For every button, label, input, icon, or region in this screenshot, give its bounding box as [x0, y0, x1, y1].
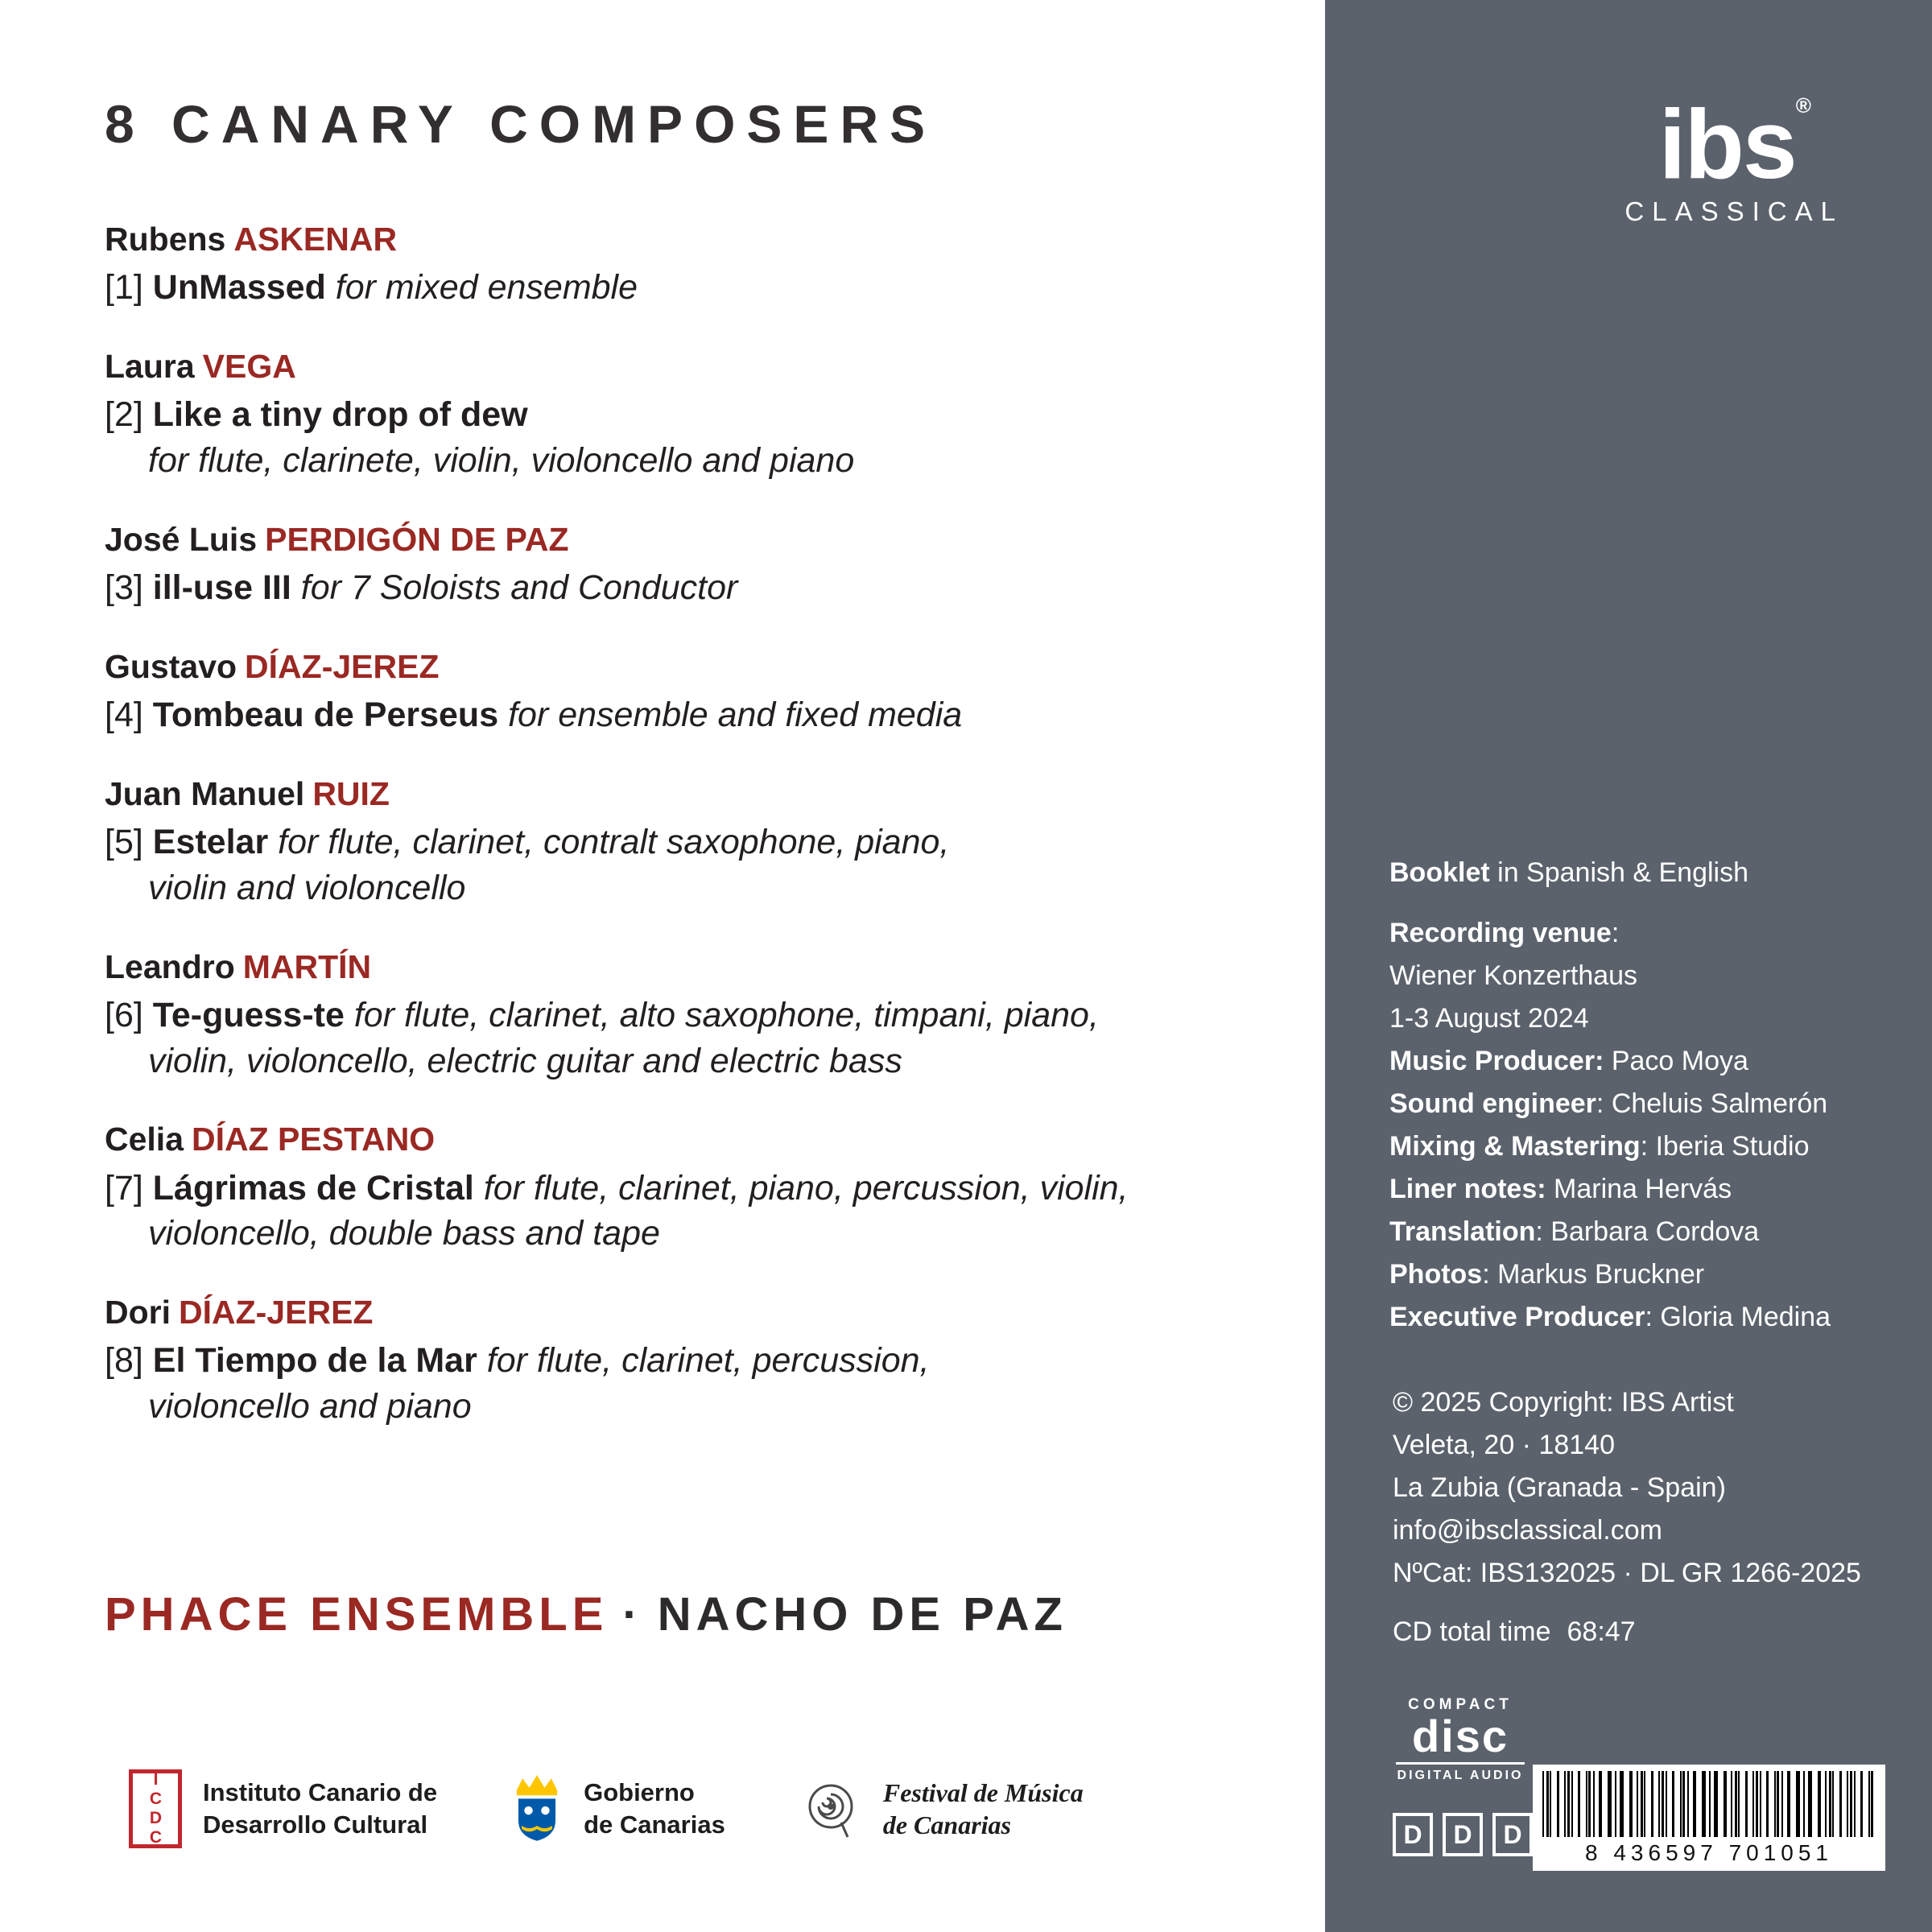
icdc-logo-block: [129, 1769, 437, 1848]
gobierno-canarias-logo: [511, 1773, 563, 1844]
composer-name: [105, 1292, 1296, 1333]
ddd-badge: D: [1443, 1813, 1483, 1856]
composer-last-name: ASKENAR: [233, 221, 398, 258]
composer-first-name: José Luis: [105, 520, 258, 558]
composer-first-name: Juan Manuel: [105, 774, 305, 812]
track-number: [4]: [105, 696, 143, 734]
credit-line: [1389, 1125, 1905, 1168]
track-title-line: [105, 1338, 1296, 1384]
copyright-block: [1393, 1381, 1905, 1595]
credit-value: in Spanish & English: [1489, 857, 1748, 888]
track-number: [7]: [105, 1168, 143, 1208]
total-time-label: CD total time: [1393, 1616, 1551, 1647]
credit-line: [1389, 997, 1905, 1040]
credit-line: [1389, 1211, 1905, 1253]
registered-mark: ®: [1795, 93, 1810, 118]
compact-disc-logo-word: disc: [1411, 1711, 1509, 1761]
composer-name: [105, 646, 1296, 687]
credit-label: Recording venue: [1389, 918, 1612, 949]
composer-first-name: Gustavo: [105, 647, 237, 685]
credit-label: Executive Producer: [1389, 1302, 1645, 1333]
track-item: [105, 219, 1296, 311]
credit-value: Wiener Konzerthaus: [1389, 960, 1638, 992]
icdc-label-line1: Instituto Canario de: [203, 1777, 438, 1806]
track-title-line: [105, 265, 1296, 311]
barcode: [1533, 1765, 1885, 1871]
track-number: [5]: [105, 823, 143, 861]
track-instrumentation-cont: violoncello and piano: [148, 1387, 472, 1426]
track-item: [105, 947, 1296, 1084]
compact-disc-logo: [1396, 1697, 1525, 1782]
composer-name: [105, 346, 1296, 387]
track-instrumentation: for flute, clarinet, percussion,: [486, 1341, 930, 1381]
composer-name: [105, 519, 1296, 560]
credit-line: [1389, 1083, 1905, 1125]
track-item: [105, 519, 1296, 611]
total-time-value: 68:47: [1567, 1616, 1636, 1647]
track-instrumentation-cont: violin and violoncello: [148, 868, 466, 907]
credit-label: Sound engineer: [1389, 1088, 1596, 1120]
contact-email: info@ibsclassical.com: [1393, 1515, 1662, 1546]
track-instrumentation-cont: violoncello, double bass and tape: [148, 1214, 660, 1253]
track-number: [1]: [105, 268, 143, 308]
composer-name: [105, 219, 1296, 260]
gobierno-logo-block: [511, 1773, 725, 1844]
track-title-line: [105, 993, 1296, 1038]
copyright-line: Veleta, 20 · 18140: [1393, 1430, 1616, 1461]
credit-label: Photos: [1389, 1259, 1483, 1290]
composer-last-name: PERDIGÓN DE PAZ: [265, 520, 569, 558]
track-list: [105, 219, 1296, 1465]
copyright-line: La Zubia (Granada - Spain): [1393, 1472, 1726, 1504]
track-title-line: [105, 565, 1296, 611]
icdc-label: [203, 1777, 437, 1842]
ensemble-name: PHACE ENSEMBLE: [105, 1588, 609, 1641]
separator-dot: ·: [622, 1588, 643, 1641]
track-title: Tombeau de Perseus: [152, 696, 499, 734]
icdc-label-line2: Desarrollo Cultural: [203, 1810, 428, 1839]
festival-logo-block: [799, 1777, 1084, 1841]
track-title-line: [105, 819, 1296, 865]
credit-line: [1389, 1253, 1905, 1296]
track-item: [105, 1292, 1296, 1430]
credit-label: Liner notes:: [1389, 1174, 1546, 1205]
track-title: Lágrimas de Cristal: [152, 1168, 474, 1208]
track-instrumentation-cont: for flute, clarinete, violin, violoncello and piano: [148, 441, 855, 480]
festival-label-line1: Festival de Música: [882, 1778, 1084, 1807]
cd-total-time: [1393, 1616, 1636, 1648]
page-title: 8 CANARY COMPOSERS: [105, 94, 937, 154]
credit-line: [1389, 1168, 1905, 1211]
composer-first-name: Celia: [105, 1121, 184, 1158]
ibs-classical-logo: [1624, 89, 1843, 227]
track-title: Like a tiny drop of dew: [152, 395, 528, 435]
credit-label: Translation: [1389, 1216, 1536, 1248]
track-instrumentation: for flute, clarinet, piano, percussion, violin,: [483, 1168, 1129, 1208]
composer-last-name: DÍAZ-JEREZ: [245, 647, 440, 685]
track-number: [2]: [105, 395, 143, 435]
track-item: [105, 646, 1296, 738]
barcode-bars: [1542, 1771, 1876, 1837]
credit-label: Mixing & Mastering: [1389, 1131, 1641, 1162]
credit-value: : Gloria Medina: [1645, 1302, 1831, 1333]
copyright-line: © 2025 Copyright: IBS Artist: [1393, 1387, 1734, 1418]
track-instrumentation: for flute, clarinet, alto saxophone, timpani, piano,: [353, 995, 1099, 1034]
track-instrumentation: for mixed ensemble: [335, 268, 638, 308]
credit-value: Marina Hervás: [1546, 1174, 1732, 1205]
gobierno-label: [584, 1777, 725, 1842]
track-instrumentation: for ensemble and fixed media: [508, 696, 963, 734]
credit-label: Music Producer:: [1389, 1046, 1604, 1077]
ibs-logo-wordmark: [1624, 89, 1843, 199]
track-title: Estelar: [152, 823, 269, 861]
composer-name: [105, 1119, 1296, 1160]
composer-first-name: Dori: [105, 1294, 171, 1331]
track-instrumentation-cont: violin, violoncello, electric guitar and electric bass: [148, 1041, 902, 1080]
credit-line: [1389, 955, 1905, 997]
festival-label-line2: de Canarias: [882, 1810, 1011, 1839]
composer-name: [105, 774, 1296, 815]
festival-label: [883, 1777, 1084, 1841]
compact-disc-logo-top: COMPACT: [1408, 1696, 1513, 1713]
credit-value: : Iberia Studio: [1640, 1131, 1810, 1162]
track-title-line: [105, 692, 1296, 738]
track-item: [105, 774, 1296, 911]
track-title: El Tiempo de la Mar: [152, 1341, 477, 1381]
ibs-logo-subtitle: CLASSICAL: [1624, 196, 1843, 226]
composer-first-name: Laura: [105, 348, 195, 385]
credit-label: Booklet: [1389, 857, 1490, 888]
composer-name: [105, 947, 1296, 988]
track-instrumentation: for flute, clarinet, contralt saxophone, piano,: [278, 823, 950, 861]
composer-first-name: Leandro: [105, 947, 235, 985]
composer-last-name: RUIZ: [312, 774, 390, 812]
right-info-panel: [1325, 0, 1932, 1932]
track-number: [8]: [105, 1341, 143, 1381]
track-title-line: [105, 1166, 1296, 1212]
ddd-recording-badges: [1393, 1813, 1533, 1856]
composer-first-name: Rubens: [105, 221, 226, 258]
credit-value: : Cheluis Salmerón: [1596, 1088, 1828, 1120]
track-number: [6]: [105, 995, 143, 1034]
conductor-name: NACHO DE PAZ: [657, 1588, 1067, 1641]
composer-last-name: VEGA: [202, 348, 296, 385]
credit-line: [1389, 912, 1905, 955]
credit-value: Paco Moya: [1604, 1046, 1748, 1077]
credit-value: :: [1611, 918, 1620, 949]
composer-last-name: DÍAZ PESTANO: [192, 1121, 436, 1158]
barcode-number: 8 436597 701051: [1585, 1840, 1833, 1865]
track-item: [105, 346, 1296, 484]
credits-block: [1389, 852, 1905, 1339]
track-item: [105, 1119, 1296, 1257]
credit-value: : Barbara Cordova: [1535, 1216, 1760, 1248]
composer-last-name: MARTÍN: [242, 947, 372, 985]
track-title: ill-use III: [152, 568, 291, 607]
compact-disc-logo-bottom: DIGITAL AUDIO: [1396, 1762, 1525, 1782]
ibs-logo-text: ibs: [1658, 89, 1796, 199]
track-instrumentation: for 7 Soloists and Conductor: [300, 568, 738, 607]
gobierno-label-line1: Gobierno: [584, 1777, 695, 1806]
ddd-badge: D: [1492, 1813, 1533, 1856]
institution-logos: [129, 1769, 1084, 1848]
festival-musica-canarias-logo: [799, 1777, 862, 1840]
credit-line: [1389, 852, 1905, 894]
ddd-badge: D: [1393, 1813, 1433, 1856]
track-title: UnMassed: [152, 268, 326, 308]
credit-value: : Markus Bruckner: [1482, 1259, 1705, 1290]
credit-value: 1-3 August 2024: [1389, 1003, 1589, 1034]
gobierno-label-line2: de Canarias: [584, 1810, 725, 1839]
composer-last-name: DÍAZ-JEREZ: [179, 1294, 374, 1331]
track-title-line: [105, 392, 1296, 438]
performers-line: [105, 1587, 1067, 1641]
catalog-number: NºCat: IBS132025 · DL GR 1266-2025: [1393, 1558, 1861, 1589]
icdc-logo: ICDC: [129, 1769, 182, 1848]
track-number: [3]: [105, 568, 143, 607]
track-title: Te-guess-te: [152, 995, 345, 1034]
credit-line: [1389, 1296, 1905, 1339]
credit-line: [1389, 1040, 1905, 1083]
